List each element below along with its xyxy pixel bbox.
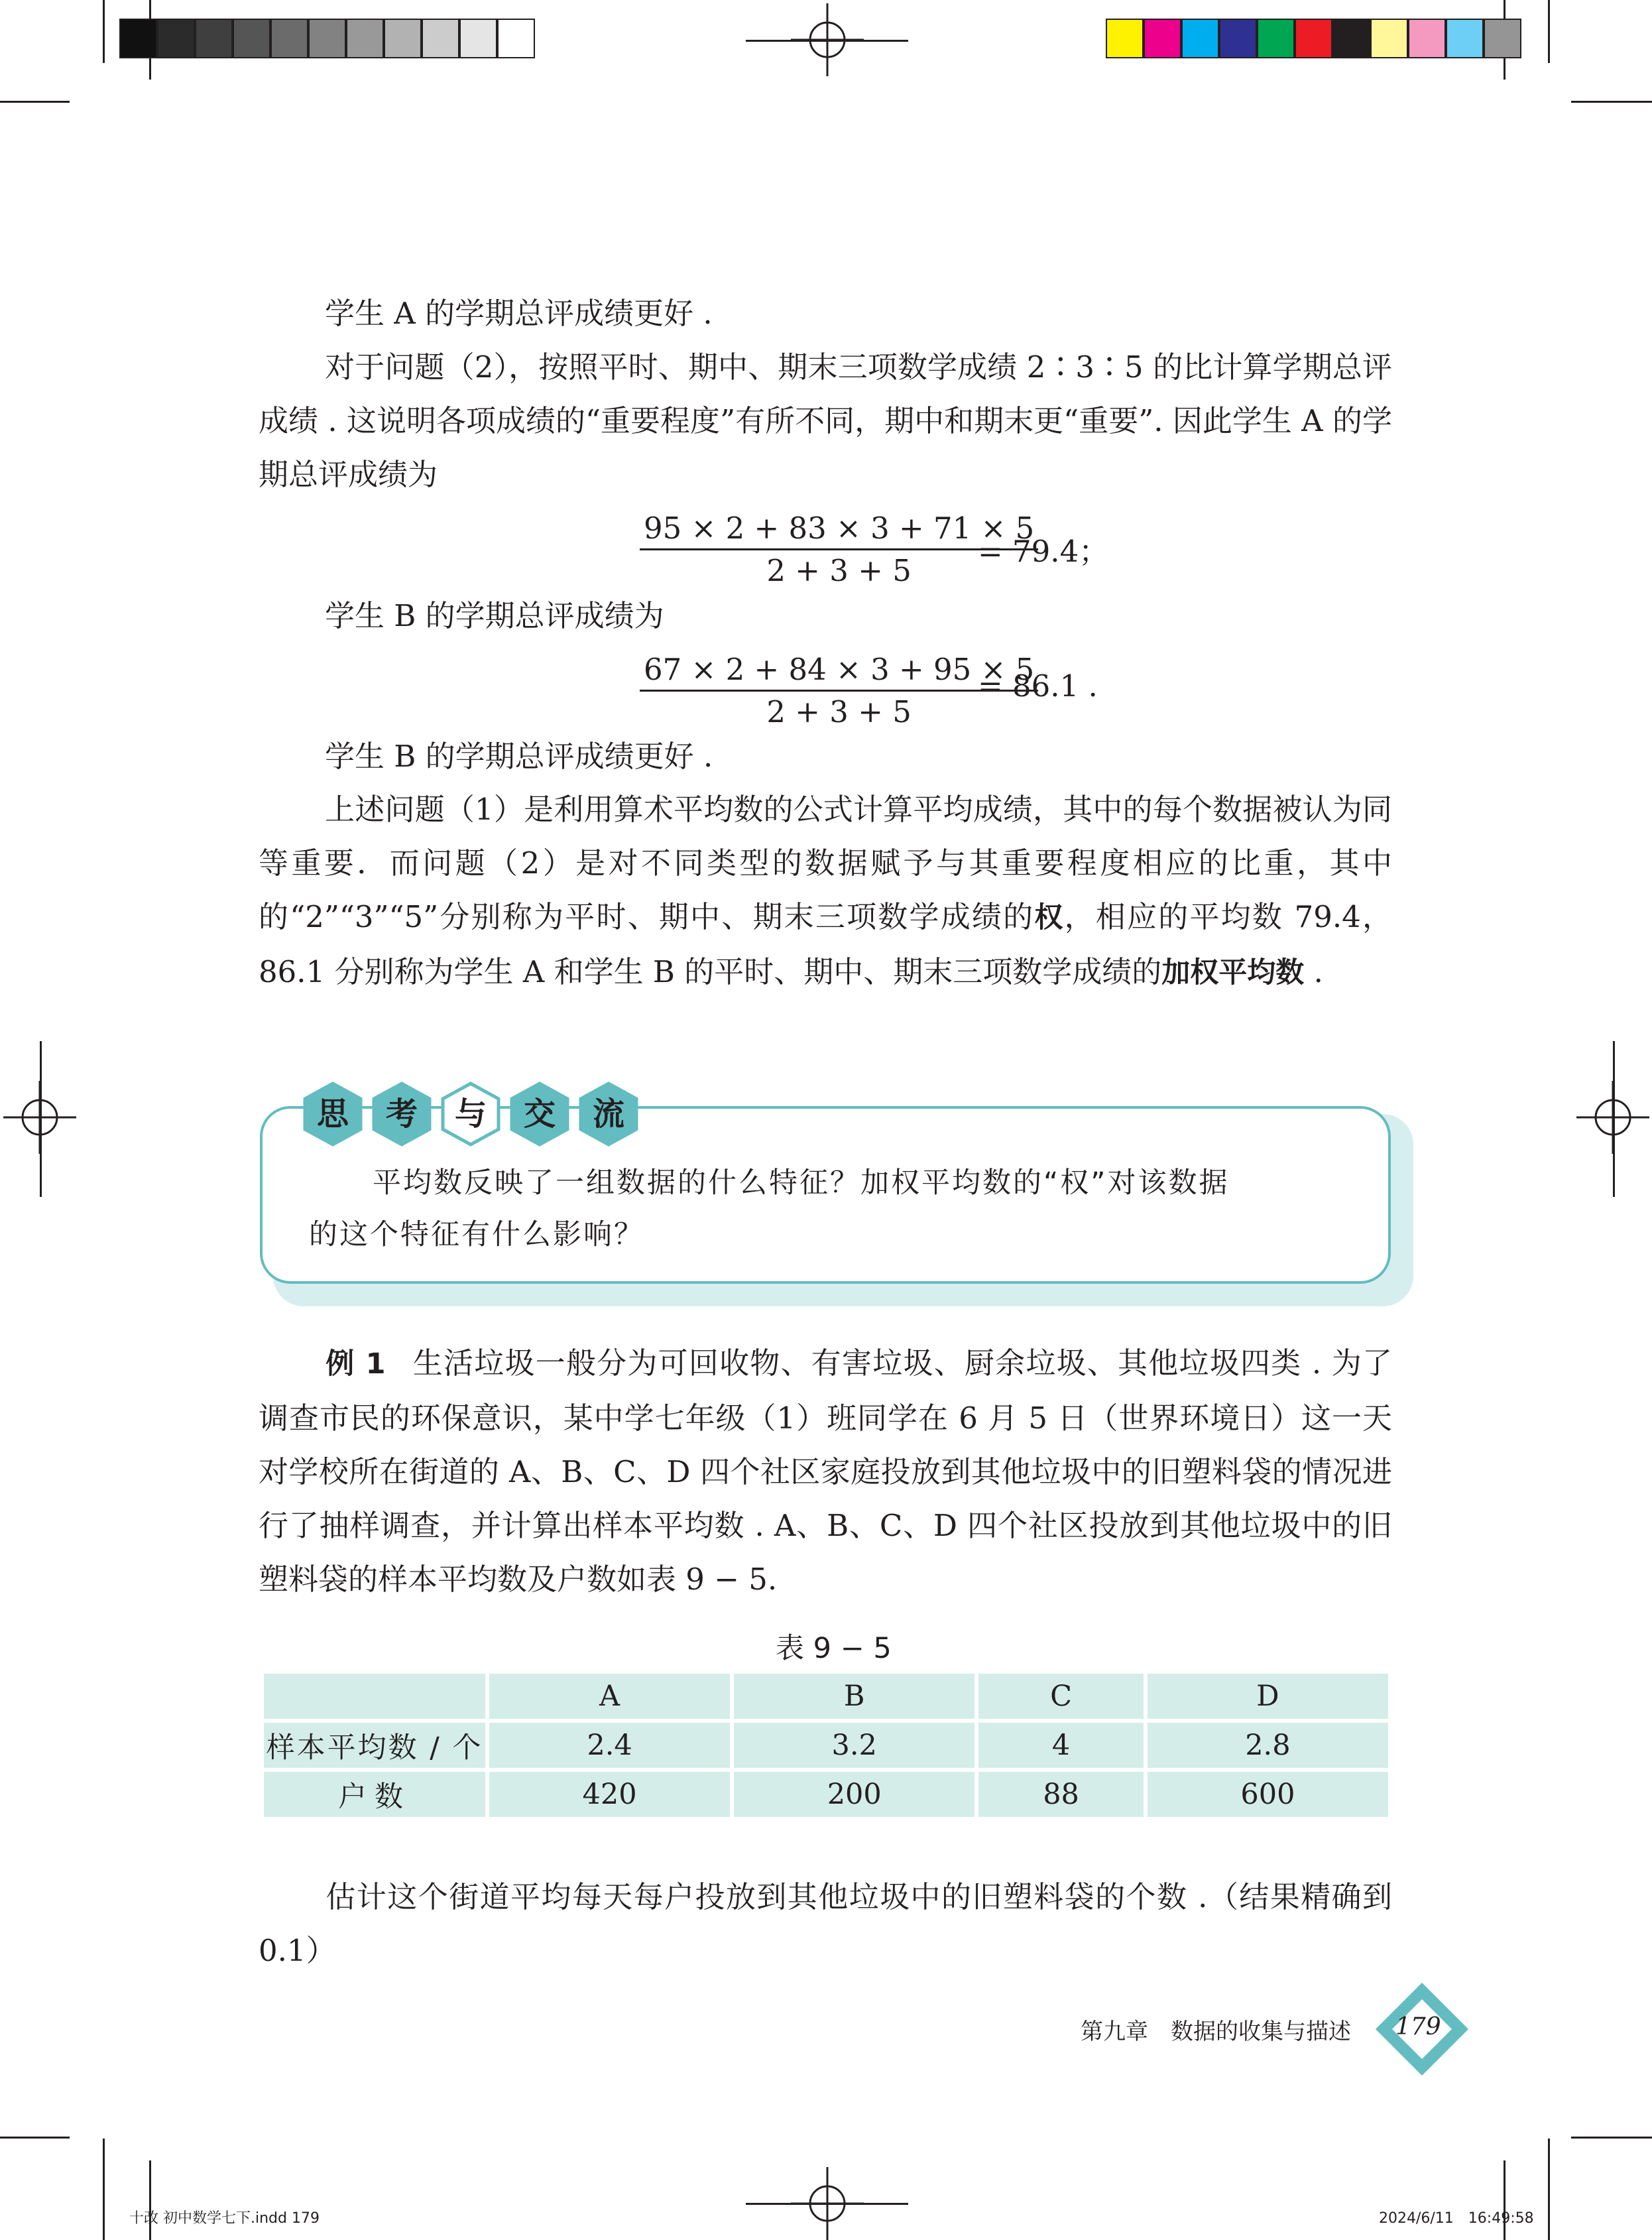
- gray-swatch: [195, 19, 233, 58]
- table-row: [262, 1721, 1390, 1770]
- table-cell: 200: [732, 1770, 976, 1819]
- formula-b-result: = 86.1 .: [978, 668, 1098, 704]
- paragraph: 对于问题（2），按照平时、期中、期末三项数学成绩 2∶3∶5 的比计算学期总评成绩 . 这说明各项成绩的“重要程度”有所不同，期中和期末更“重要”. 因此学生 A 的学期总评成绩为: [259, 349, 1392, 492]
- gray-swatch: [346, 19, 384, 58]
- color-swatch: [1257, 19, 1295, 58]
- chapter-footer: 第九章 数据的收集与描述: [1081, 2019, 1351, 2045]
- gray-swatch: [384, 19, 422, 58]
- table-cell: 2.8: [1146, 1721, 1390, 1770]
- gray-swatch: [157, 19, 195, 58]
- table-header-row: [262, 1672, 1390, 1721]
- gray-swatch: [497, 19, 535, 58]
- think-title-hexagon: 交: [506, 1081, 573, 1147]
- table-cell: 4: [976, 1721, 1145, 1770]
- paragraph: 学生 A 的学期总评成绩更好 .: [325, 296, 713, 331]
- think-question: 平均数反映了一组数据的什么特征？加权平均数的“权”对该数据: [373, 1166, 1230, 1200]
- table-cell: 600: [1146, 1770, 1390, 1819]
- think-title-hexagon: 与: [438, 1081, 504, 1147]
- table-cell: [262, 1672, 487, 1721]
- table-cell: B: [732, 1672, 976, 1721]
- color-swatch: [1219, 19, 1257, 58]
- color-swatch: [1370, 19, 1408, 58]
- table-cell: C: [976, 1672, 1145, 1721]
- think-question: 的这个特征有什么影响？: [309, 1218, 644, 1251]
- gray-swatch: [119, 19, 157, 58]
- color-swatch: [1181, 19, 1219, 58]
- color-swatch: [1484, 19, 1521, 58]
- color-swatch: [1408, 19, 1446, 58]
- table-cell: 3.2: [732, 1721, 976, 1770]
- table-cell: 样本平均数 / 个: [262, 1721, 487, 1770]
- think-title-hexagon: 考: [369, 1081, 435, 1147]
- paragraph: 学生 B 的学期总评成绩为: [325, 598, 664, 633]
- table-cell: 420: [487, 1770, 732, 1819]
- gray-swatch: [308, 19, 346, 58]
- gray-swatch: [233, 19, 270, 58]
- paragraph: 学生 B 的学期总评成绩更好 .: [325, 739, 713, 774]
- color-swatch: [1332, 19, 1370, 58]
- term-weighted-mean: 加权平均数: [1161, 956, 1305, 989]
- table-cell: 88: [976, 1770, 1145, 1819]
- data-table: [260, 1670, 1392, 1821]
- think-title-hexagon: 思: [300, 1081, 366, 1147]
- table-row: [262, 1770, 1390, 1819]
- term-weight: 权: [1034, 901, 1065, 934]
- color-swatch: [1106, 19, 1144, 58]
- gray-swatch: [422, 19, 459, 58]
- think-title-hexagon: 流: [575, 1081, 642, 1147]
- gray-swatch: [459, 19, 497, 58]
- table-caption: 表 9 − 5: [776, 1632, 892, 1665]
- formula-b-fraction: $\frac{67 \times 2 + 84 \times 3 + 95 \times 5}{2 + 3 + 5}$: [640, 652, 1038, 729]
- color-swatch: [1144, 19, 1181, 58]
- color-swatch: [1446, 19, 1484, 58]
- color-swatch: [1295, 19, 1332, 58]
- table-cell: A: [487, 1672, 732, 1721]
- table-cell: 2.4: [487, 1721, 732, 1770]
- table-cell: D: [1146, 1672, 1390, 1721]
- example-label: 例 1: [325, 1347, 386, 1381]
- table-cell: 户数: [262, 1770, 487, 1819]
- formula-a-result: = 79.4；: [978, 534, 1109, 569]
- page-number: 179: [1395, 2013, 1441, 2040]
- paragraph: 估计这个街道平均每天每户投放到其他垃圾中的旧塑料袋的个数 .（结果精确到 0.1）: [259, 1879, 1392, 1968]
- example-1: 例 1 生活垃圾一般分为可回收物、有害垃圾、厨余垃圾、其他垃圾四类 . 为了调查市民的环保意识，某中学七年级（1）班同学在 6 月 5 日（世界环境日）这一天对学校所在街道的 A、B、C、D 四个社区家庭投放到其他垃圾中的旧塑料袋的情况进行了抽样调查，并计算出样本平均数 . A、B、C、D 四个社区投放到其他垃圾中的旧塑料袋的样本平均数及户数如表 9 − 5.: [259, 1345, 1392, 1597]
- print-slug-time: 2024/6/11 16:49:58: [1379, 2210, 1534, 2227]
- formula-a-fraction: $\frac{95 \times 2 + 83 \times 3 + 71 \times 5}{2 + 3 + 5}$: [640, 511, 1038, 588]
- print-slug-file: 十改 初中数学七下.indd 179: [129, 2210, 320, 2227]
- gray-swatch: [270, 19, 308, 58]
- paragraph: 上述问题（1）是利用算术平均数的公式计算平均成绩，其中的每个数据被认为同等重要．而问题（2）是对不同类型的数据赋予与其重要程度相应的比重，其中的“2”“3”“5”分别称为平时、期中、期末三项数学成绩的权，相应的平均数 79.4，86.1 分别称为学生 A 和学生 B 的平时、期中、期末三项数学成绩的加权平均数 .: [259, 792, 1392, 989]
